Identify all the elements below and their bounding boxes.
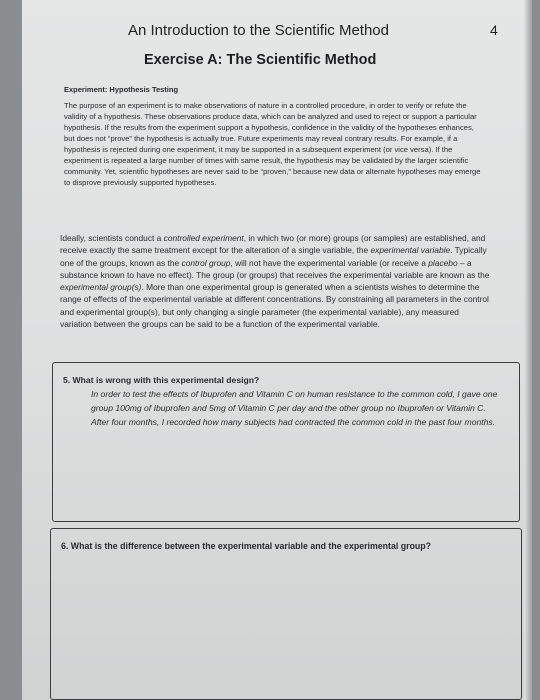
question-6-title: 6. What is the difference between the experimental variable and the experimental group?	[61, 541, 432, 551]
text-run: – a substance known to have no effect). The group (or groups) that receives the experimental variable are known as the	[60, 257, 490, 280]
section-heading: Experiment: Hypothesis Testing	[64, 85, 179, 94]
text-run: , will not have the experimental variable (or receive a	[230, 257, 429, 268]
page-header-title: An Introduction to the Scientific Method	[128, 22, 389, 39]
question-5-title: 5. What is wrong with this experimental design?	[63, 375, 260, 385]
paragraph-controlled-experiment	[60, 232, 492, 330]
term-experimental-groups: experimental group(s)	[60, 282, 142, 293]
exercise-title: Exercise A: The Scientific Method	[144, 52, 377, 68]
text-run: Ideally, scientists conduct a	[60, 233, 164, 243]
text-run: , in which two (or more) groups (or samples) are established, and receive exactly the same treatment except for the alteration of a single variable, the	[60, 233, 486, 256]
page-edge-shadow	[524, 0, 532, 700]
page-number: 4	[490, 22, 498, 38]
question-5-answer-box[interactable]	[52, 362, 520, 522]
term-controlled-experiment: controlled experiment	[163, 233, 244, 243]
question-6-answer-box[interactable]	[50, 528, 522, 700]
question-5-prompt: In order to test the effects of Ibuprofen and Vitamin C on human resistance to the common cold, I gave one group 100mg of Ibuprofen and 5mg of Vitamin C per day and the other group no Ibuprofen or Vitamin C. After four months, I recorded how many subjects had contracted the common cold in the past four months.	[91, 389, 498, 427]
text-run: . More than one experimental group is generated when a scientists wishes to determine the range of effects of the experimental variable at different concentrations. By constraining all parameters in the control and experimental group(s), but only changing a single parameter (the experimental variable), any measured variation between the groups can be said to be a function of the experimental variable.	[60, 282, 489, 330]
worksheet-page	[22, 0, 532, 700]
paragraph-text: The purpose of an experiment is to make observations of nature in a controlled procedure, in order to verify or refute the validity of a hypothesis. These observations produce data, which can be analyzed and used to reject or support a particular hypothesis. If the results from the experiment support a hypothesis, confidence in the validity of the hypotheses enhances, but does not “prove” the hypothesis is actually true. Future experiments may reveal contrary results. For example, if a hypothesis is rejected during one experiment, it may be supported in a subsequent experiment (or vice versa). If the experiment is repeated a large number of times with same result, the hypothesis may be validated by the larger scientific community. Yet, scientific hypotheses are never said to be “proven,” because new data or alternate hypotheses may emerge to disprove previously supported hypotheses.	[64, 101, 481, 187]
term-placebo: placebo	[428, 257, 458, 268]
term-experimental-variable: experimental variable	[370, 245, 451, 256]
question-5	[63, 373, 503, 429]
paragraph-hypothesis-testing	[64, 100, 484, 188]
text-run: . Typically one of the groups, known as the	[60, 245, 487, 268]
term-control-group: control group	[181, 257, 231, 268]
